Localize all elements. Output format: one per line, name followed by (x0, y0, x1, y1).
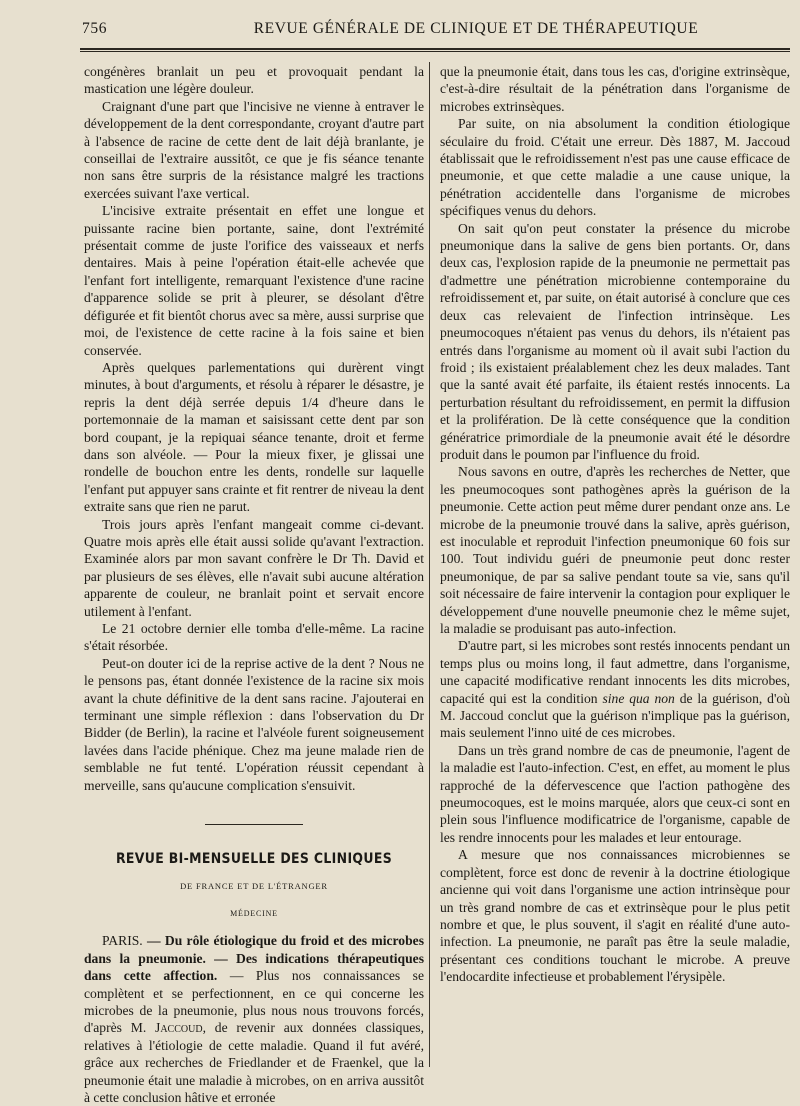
paragraph: A mesure que nos connaissances microbiennes se complètent, force est donc de revenir à la doctrine étiologique ancienne qui voit dans l'organisme une action intrinsèque pour un très grand nombre de cas et extrinsèque pour le plus petit nombre et que, le plus souvent, il s'agit en réalité d'une auto-infection. La pneumonie, ne paraît pas être la seule maladie, présentant ces conditions touchant le microbe. A preuve l'endocardite infectieuse et probablement l'érysipèle. (440, 847, 790, 985)
running-title: REVUE GÉNÉRALE DE CLINIQUE ET DE THÉRAPEUTIQUE (253, 20, 699, 37)
paragraph (440, 637, 790, 741)
article-paragraph (84, 932, 424, 1106)
article-place: PARIS. (102, 933, 143, 949)
paragraph: congénères branlait un peu et provoquait pendant la mastication une légère douleur. (84, 64, 424, 97)
paragraph: Trois jours après l'enfant mangeait comme ci-devant. Quatre mois après elle était aussi solide qu'avant l'extraction. Examinée alors par mon savant confrère le Dr Th. David et par plusieurs de ses élèves, elle n'avait subi aucune altération apparente de couleur, ne branlait point et servait encore utilement à l'enfant. (84, 516, 424, 619)
header-rule-thin (80, 51, 790, 52)
paragraph: Par suite, on nia absolument la condition étiologique séculaire du froid. C'était une erreur. Dès 1887, M. Jaccoud établissait que le refroidissement n'est pas une cause efficace de pneumonie, et que cette maladie a une cause unique, la pénétration accidentelle dans l'organisme de microbes spécifiques venus du dehors. (440, 116, 790, 219)
paragraph: Nous savons en outre, d'après les recherches de Netter, que les pneumocoques sont pathogènes après la guérison de la pneumonie. Cette action peut même durer pendant onze ans. Le microbe de la pneumonie trouvé dans la salive, après guérison, est inoculable et reproduit l'infection pneumonique 60 fois sur 100. Tout individu guéri de pneumonie peut donc rester pneumonique, de par sa salive pendant toute sa vie, sans qu'il soit nécessaire de faire intervenir la contagion pour expliquer le développement d'une nouvelle pneumonie chez le même sujet, la maladie se produisant pas auto-infection. (440, 464, 790, 636)
paragraph: Peut-on douter ici de la reprise active de la dent ? Nous ne le pensons pas, étant donnée l'existence de la racine six mois avant la chute définitive de la dent sans racine. J'ajouterai en terminant une simple réflexion : dans l'observation du Dr Bidder (de Berlin), la racine et l'alvéole furent soigneusement lavées dans l'acide phénique. Chez ma jeune malade rien de semblable ne fut tenté. L'opération réussit cependant à merveille, sans qu'aucune complication s'ensuivit. (84, 655, 424, 793)
paragraph: L'incisive extraite présentait en effet une longue et puissante racine bien portante, saine, dont l'extrémité présentait comme de juste l'orifice des vaisseaux et nerfs dentaires. Mais à peine l'opération était-elle achevée que l'enfant fort intelligente, remarquant l'existence d'une racine d'apparence solide se prit à pleurer, se désolant d'être défigurée et fit bientôt chorus avec sa mère, aussi surprise que moi, de l'existence de cette racine à la fois saine et bien conservée. (84, 203, 424, 358)
page-number: 756 (82, 20, 108, 37)
column-divider (429, 62, 430, 1067)
running-head (82, 20, 790, 40)
article-text: — Plus nos connaissances se complètent et se perfectionnent, en ce qui concerne les microbes de la pneumonie, plus nous nous trouvons forcés, d'après M. (84, 968, 425, 1036)
right-column (440, 63, 790, 986)
paragraph: que la pneumonie était, dans tous les cas, d'origine extrinsèque, c'est-à-dire résultait de la pénétration dans l'organisme de microbes extrinsèques. (440, 64, 790, 114)
article-heading: — Du rôle étiologique du froid et des microbes dans la pneumonie. — Des indications thérapeutiques dans cette affection. (84, 933, 424, 984)
paragraph-text: de la guérison, d'où M. Jaccoud conclut que la guérison n'implique pas la guérison, mais seulement l'inno uité de ces microbes. (440, 690, 790, 741)
header-rule (80, 48, 790, 50)
section-title: REVUE BI-MENSUELLE DES CLINIQUES (115, 851, 393, 868)
latin-phrase: sine qua non (602, 690, 675, 706)
paragraph: Le 21 octobre dernier elle tomba d'elle-même. La racine s'était résorbée. (84, 621, 424, 654)
paragraph-text: D'autre part, si les microbes sont restés innocents pendant un temps plus ou moins long, il faut admettre, dans l'organisme, une capacité modificative rendant innocents les dits microbes, capacité qui est la condition (440, 638, 790, 706)
left-column (84, 63, 424, 1106)
paragraph: Craignant d'une part que l'incisive ne vienne à entraver le développement de la dent correspondante, croyant d'autre part à l'absence de racine de cette dent de lait déjà branlante, je conseillai de l'extraire aussitôt, ce que je fis séance tenante non sans être surpris de la résistance malgré les tractions exercées suivant l'axe vertical. (84, 98, 424, 201)
article-text: , de revenir aux données classiques, relatives à l'étiologie de cette maladie. Quand il fut avéré, grâce aux recherches de Friedlander et de Fraenkel, que la pneumonie était une maladie à microbes, on en arriva aussitôt à cette conclusion hâtive et erronée (84, 1020, 424, 1105)
section-separator (205, 824, 303, 825)
section-category: MÉDECINE (230, 908, 278, 918)
author-name: Jaccoud (155, 1020, 203, 1036)
paragraph: On sait qu'on peut constater la présence du microbe pneumonique dans la salive de gens bien portants. Or, dans deux cas, l'explosion rapide de la pneumonie ne permettait pas d'admettre une pénétration microbienne contemporaine du refroidissement et, par suite, on était autorisé à conclure que ces deux cas relevaient de l'infection intrinsèque. Les pneumocoques n'étaient pas venus du dehors, ils n'étaient pas entrés dans l'organisme au moment où il avait subi l'action du froid ; ils existaient préalablement chez les deux malades. Tant que la santé avait été parfaite, ils étaient restés innocents. La perturbation résultant du refroidissement, en permit la diffusion et la prolifération. De là cette conséquence que la condition génératrice primordiale de la pneumonie avait été le désordre produit dans le poumon par l'influence du froid. (440, 220, 790, 462)
section-subtitle: DE FRANCE ET DE L'ÉTRANGER (180, 881, 328, 892)
paragraph: Après quelques parlementations qui durèrent vingt minutes, à bout d'arguments, et résolu à réparer le désastre, je repris la dent déjà serrée depuis 1/4 d'heure dans le portemonnaie de la maman et saisissant cette dent par son bord coupant, je la repiquai séance tenante, droit et ferme dans son alvéole. — Pour la mieux fixer, je glissai une rondelle de bouchon entre les dents, rondelle sur laquelle l'enfant put appuyer sans crainte et fit rentrer de niveau la dent extraite sans que rien ne parut. (84, 359, 424, 515)
paragraph: Dans un très grand nombre de cas de pneumonie, l'agent de la maladie est l'auto-infection. C'est, en effet, au moment le plus rapproché de la défervescence que l'action pathogène des pneumocoques, est le moins marquée, alors que ceux-ci sont en plein sous l'influence modificatrice de l'organisme, capable de les rendre innocents pour les malades et leur entourage. (440, 742, 790, 845)
